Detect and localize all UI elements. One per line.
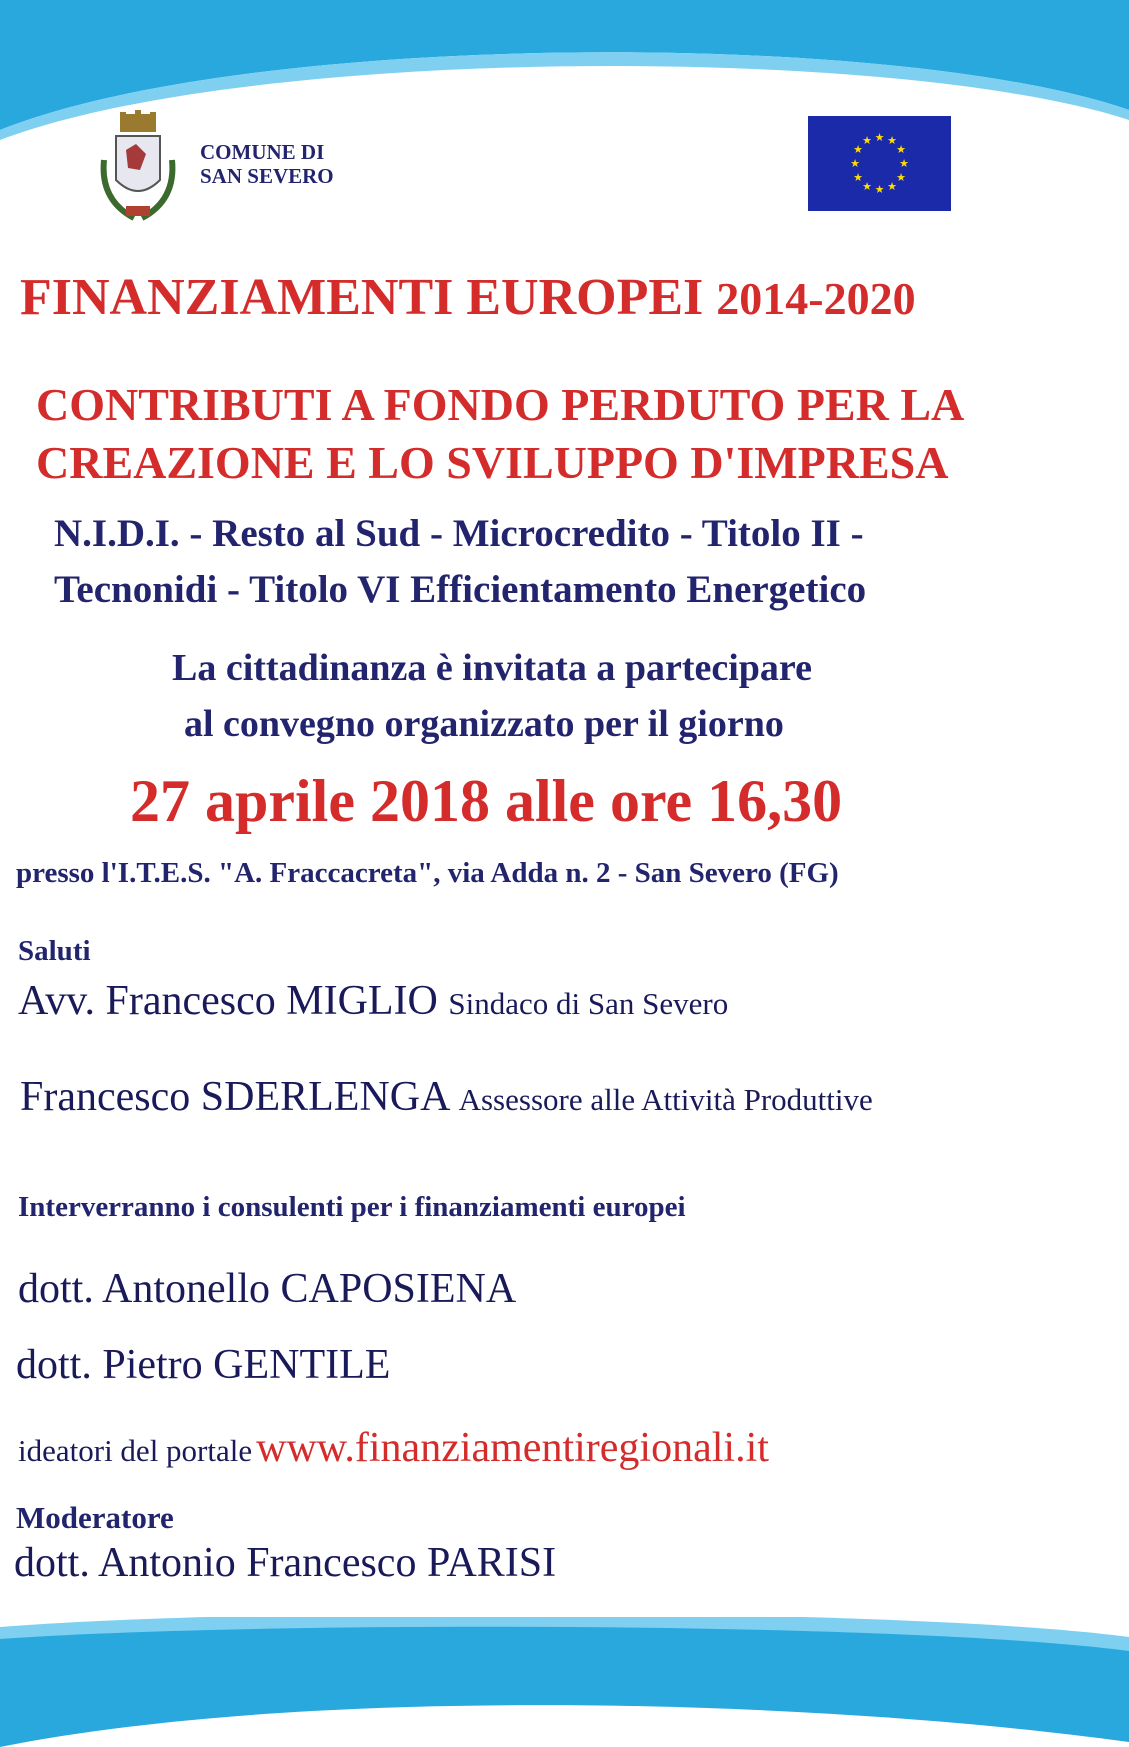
svg-text:★: ★ <box>874 183 885 196</box>
svg-text:★: ★ <box>887 134 897 147</box>
invitation-line2: al convegno organizzato per il giorno <box>184 703 784 745</box>
bottom-wave-decoration <box>0 1617 1129 1747</box>
invitation-line1: La cittadinanza è invitata a partecipare <box>172 647 812 689</box>
subtitle-line2: CREAZIONE E LO SVILUPPO D'IMPRESA <box>36 437 949 488</box>
speaker1-name: Avv. Francesco MIGLIO <box>18 978 438 1024</box>
moderator-heading: Moderatore <box>16 1500 174 1535</box>
consultant2-name: dott. Pietro GENTILE <box>16 1342 391 1388</box>
svg-text:★: ★ <box>850 157 860 170</box>
portal-line <box>18 1426 769 1479</box>
programs-line2: Tecnonidi - Titolo VI Efficientamento Energetico <box>54 568 867 611</box>
svg-text:★: ★ <box>887 180 897 193</box>
municipality-name-line2: SAN SEVERO <box>200 164 334 188</box>
speaker2-name: Francesco SDERLENGA <box>20 1074 449 1120</box>
consultants-heading: Interverranno i consulenti per i finanziamenti europei <box>18 1191 686 1223</box>
greetings-speaker2 <box>20 1072 873 1125</box>
consultant1-name: dott. Antonello CAPOSIENA <box>18 1266 517 1312</box>
programs-line1: N.I.D.I. - Resto al Sud - Microcredito - Titolo II - <box>54 512 864 555</box>
eu-flag-icon <box>808 116 951 211</box>
svg-text:★: ★ <box>853 143 863 156</box>
main-title <box>20 268 916 329</box>
main-title-years: 2014-2020 <box>716 273 916 324</box>
portal-prefix: ideatori del portale <box>18 1433 253 1468</box>
municipality-name-line1: COMUNE DI <box>200 140 325 164</box>
greetings-heading: Saluti <box>18 935 91 967</box>
subtitle-line1: CONTRIBUTI A FONDO PERDUTO PER LA <box>36 379 965 430</box>
svg-text:★: ★ <box>899 157 909 170</box>
svg-text:★: ★ <box>862 134 872 147</box>
svg-text:★: ★ <box>853 171 863 184</box>
svg-text:★: ★ <box>862 180 872 193</box>
main-title-text: FINANZIAMENTI EUROPEI <box>20 269 704 326</box>
programs-list <box>54 506 866 618</box>
svg-text:★: ★ <box>874 131 885 144</box>
event-datetime: 27 aprile 2018 alle ore 16,30 <box>130 768 843 834</box>
svg-text:★: ★ <box>896 171 906 184</box>
coat-of-arms-icon <box>96 110 180 230</box>
event-venue: presso l'I.T.E.S. "A. Fraccacreta", via Adda n. 2 - San Severo (FG) <box>16 857 839 889</box>
moderator-name: dott. Antonio Francesco PARISI <box>14 1540 557 1586</box>
portal-url-link[interactable]: www.finanziamentiregionali.it <box>256 1425 769 1471</box>
greetings-speaker1 <box>18 976 728 1029</box>
invitation-text <box>172 640 812 752</box>
speaker2-role: Assessore alle Attività Produttive <box>458 1082 873 1117</box>
svg-text:★: ★ <box>896 143 906 156</box>
speaker1-role: Sindaco di San Severo <box>448 986 729 1021</box>
subtitle <box>36 376 964 492</box>
